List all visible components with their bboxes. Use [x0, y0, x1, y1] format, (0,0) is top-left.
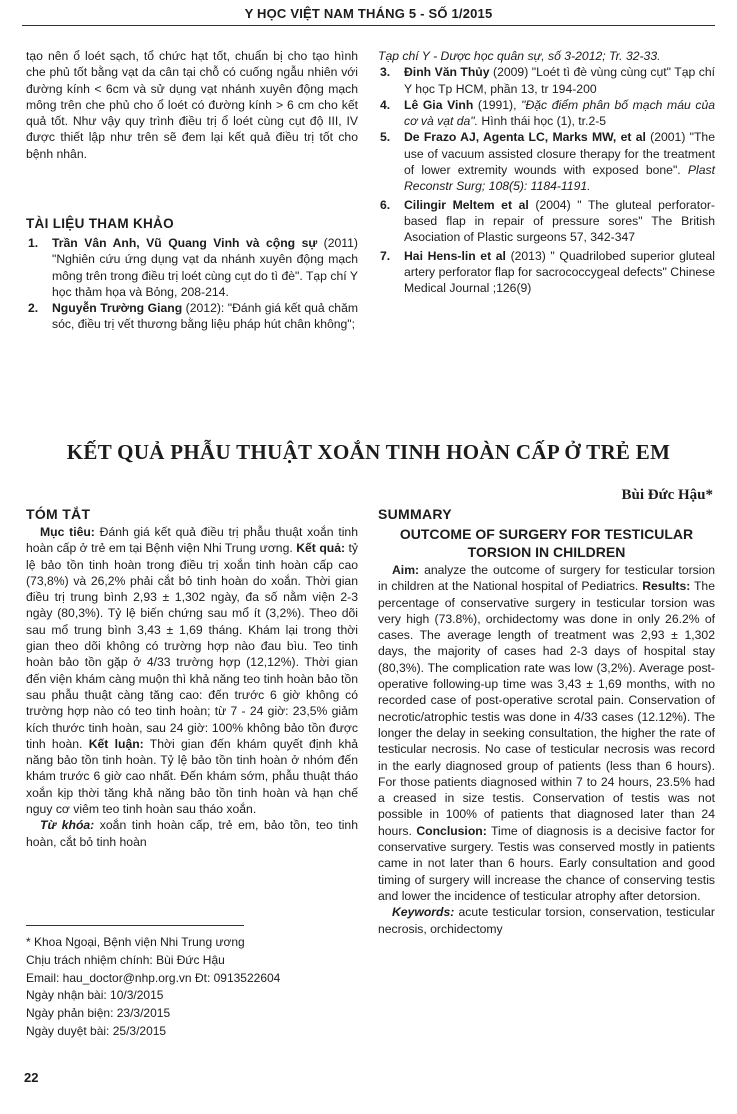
page-number: 22	[24, 1070, 39, 1085]
reference-item: Tạp chí Y - Dược học quân sự, số 3-2012; Tr. 32-33.	[378, 49, 661, 63]
en-summary-body: Aim: analyze the outcome of surgery for testicular torsion in children at the National hospital of Pediatrics. Results: The percentage of conservative surgery in testicular torsion was very high (73.8%), orchidectomy was done in only 26.2% of cases. The average length of treatment was 2,93 ± 1,302 days, the majority of cases had 2-3 days of hospital stay (80,3%). The complication rate was low (3,2%). Average post-operative following-up time was 3,43 ± 1,69 months, with no recorded case of post-operative scrotal pain. Conservation of necrotic/atrophic testis was done in 4/33 cases (12.12%). The longer the delay in seeking consultation, the higher the rate of testicular necrosis. No case of testicular necrosis was record in the early diagnosed group of patients (less than 6 hours). For those patients diagnosed within 7 to 24 hours, 23.5% had a creased in size testis. Conservation of testis was not possible in 100% of patients that diagnosed later than 24 hours. Conclusion: Time of diagnosis is a decisive factor for conservative surgery. Testis was conserved mostly in patients came in not later than 6 hours. Early consultation and good timing of surgery will increase the chance of conserving testis and lower the incidence of testicular atrophy after detorsion.	[378, 563, 715, 903]
references-section	[26, 216, 358, 333]
footnote-line: Ngày nhận bài: 10/3/2015	[26, 988, 164, 1003]
reference-item: 4. Lê Gia Vinh (1991), "Đặc điểm phân bố mạch máu của cơ và vạt da". Hình thái học (1), tr.2-5	[380, 97, 716, 129]
vn-keywords: Từ khóa: xoắn tinh hoàn cấp, trẻ em, bảo tồn, teo tinh hoàn, cắt bỏ tinh hoàn	[26, 818, 358, 849]
reference-item: 5. De Frazo AJ, Agenta LC, Marks MW, et al (2001) "The use of vacuum assisted closure therapy for the treatment of lower extremity wounds with exposed bone". Plast Reconstr Surg; 108(5): 1184-1191.	[380, 130, 715, 194]
article-author: Bùi Đức Hậu*	[621, 487, 713, 503]
en-summary-heading: SUMMARY	[378, 506, 452, 522]
footnote	[26, 934, 280, 1041]
prev-article-paragraph: tạo nên ổ loét sạch, tổ chức hạt tốt, chuẩn bị cho tạo hình che phủ tốt bằng vạt da cân tại chỗ có cuống ngẫu nhiên với đường kính < 6cm và sử dụng vạt nhánh xuyên động mạch mông trên che phủ cho ổ loét có đường kính > 6 cm cho kết quả tốt. Như vậy quy trình điều trị ổ loét cùng cụt độ III, IV được thiết lập như trên sẽ đem lại kết quả điều trị tốt cho bệnh nhân.	[26, 49, 358, 161]
article-title: KẾT QUẢ PHẪU THUẬT XOẮN TINH HOÀN CẤP Ở TRẺ EM	[66, 440, 671, 464]
reference-item: 3. Đinh Văn Thủy (2009) "Loét tì đè vùng cùng cụt" Tạp chí Y học Tp HCM, phần 13, tr 194-200	[380, 65, 716, 96]
en-summary	[378, 506, 715, 937]
references-list-left	[26, 235, 358, 333]
footnote-line: Email: hau_doctor@nhp.org.vn Đt: 0913522604	[26, 970, 281, 985]
footnote-line: Chịu trách nhiệm chính: Bùi Đức Hậu	[26, 952, 225, 967]
en-keywords: Keywords: acute testicular torsion, conservation, testicular necrosis, orchidectomy	[378, 905, 715, 936]
vn-abstract-body: Mục tiêu: Đánh giá kết quả điều trị phẫu thuật xoắn tinh hoàn cấp ở trẻ em tại Bệnh viện Nhi Trung ương. Kết quả: tỷ lệ bảo tồn tinh hoàn trong điều trị xoắn tinh hoàn cấp cao (73,8%) và 26,2% phải cắt bỏ tinh hoàn do xoắn. Thời gian điều trị trung bình 2,93 ± 1,302 ngày, đa số nằm viện 2-3 ngày (80,3%). Tỷ lệ biến chứng sau mổ ít (3,2%). Theo dõi sau mổ trung bình 3,43 ± 1,69 tháng. Khám lại trong thời gian theo dõi không có trường hợp nào đau bìu. Teo tinh hoàn bảo tồn gặp ở 4/33 trường hợp (12,12%). Thời gian đến viện khám càng muộn thì khả năng teo tinh hoàn bảo tồn sau phẫu thuật càng tăng cao: đến trước 6 giờ không có trường hợp nào có teo tinh hoàn; từ 7 - 24 giờ: 23,5% giảm kích thước tinh hoàn, sau 24 giờ: 100% không bảo tồn được tinh hoàn. Kết luận: Thời gian đến khám quyết định khả năng bảo tồn tinh hoàn. Tỷ lệ bảo tồn tinh hoàn ở nhóm đến khám trước 6 giờ cao nhất. Đến khám sớm, phẫu thuật tháo xoắn kịp thời tăng khả năng bảo tồn tinh hoàn và hạn chế nguy cơ viêm teo tinh hoàn sau tháo xoắn.	[26, 525, 359, 817]
footnote-line: * Khoa Ngoại, Bệnh viện Nhi Trung ương	[26, 935, 245, 949]
footnote-rule	[26, 925, 244, 926]
references-list-right	[378, 48, 715, 296]
en-summary-title: OUTCOME OF SURGERY FOR TESTICULAR TORSION IN CHILDREN	[399, 526, 694, 560]
vn-abstract-heading: TÓM TẮT	[26, 506, 91, 522]
header-rule	[22, 25, 715, 26]
references-heading: TÀI LIỆU THAM KHẢO	[26, 216, 174, 231]
running-header: Y HỌC VIỆT NAM THÁNG 5 - SỐ 1/2015	[244, 6, 493, 21]
reference-item: 6. Cilingir Meltem et al (2004) " The gluteal perforator- based flap in repair of pressure sores" The British Asociation of Plastic surgeons 57, 342-347	[380, 197, 715, 245]
footnote-line: Ngày duyệt bài: 25/3/2015	[26, 1023, 167, 1038]
reference-item: 7. Hai Hens-lin et al (2013) " Quadrilobed superior gluteal artery perforator flap for sacrococcygeal defects" Chinese Medical Journal ;126(9)	[380, 248, 715, 296]
reference-item: 2. Nguyễn Trường Giang (2012): "Đánh giá kết quả chăm sóc, điều trị vết thương bằng liệu pháp hút chân không";	[28, 301, 358, 332]
vn-abstract	[26, 506, 358, 850]
footnote-line: Ngày phản biện: 23/3/2015	[26, 1006, 171, 1021]
reference-item: 1. Trần Vân Anh, Vũ Quang Vinh và cộng sự (2011) "Nghiên cứu ứng dụng vạt da nhánh xuyên động mạch mông trên trong điều trị loét cùng cụt do tì đè". Tạp chí Y học thảm họa và Bỏng, 208-214.	[28, 236, 358, 299]
